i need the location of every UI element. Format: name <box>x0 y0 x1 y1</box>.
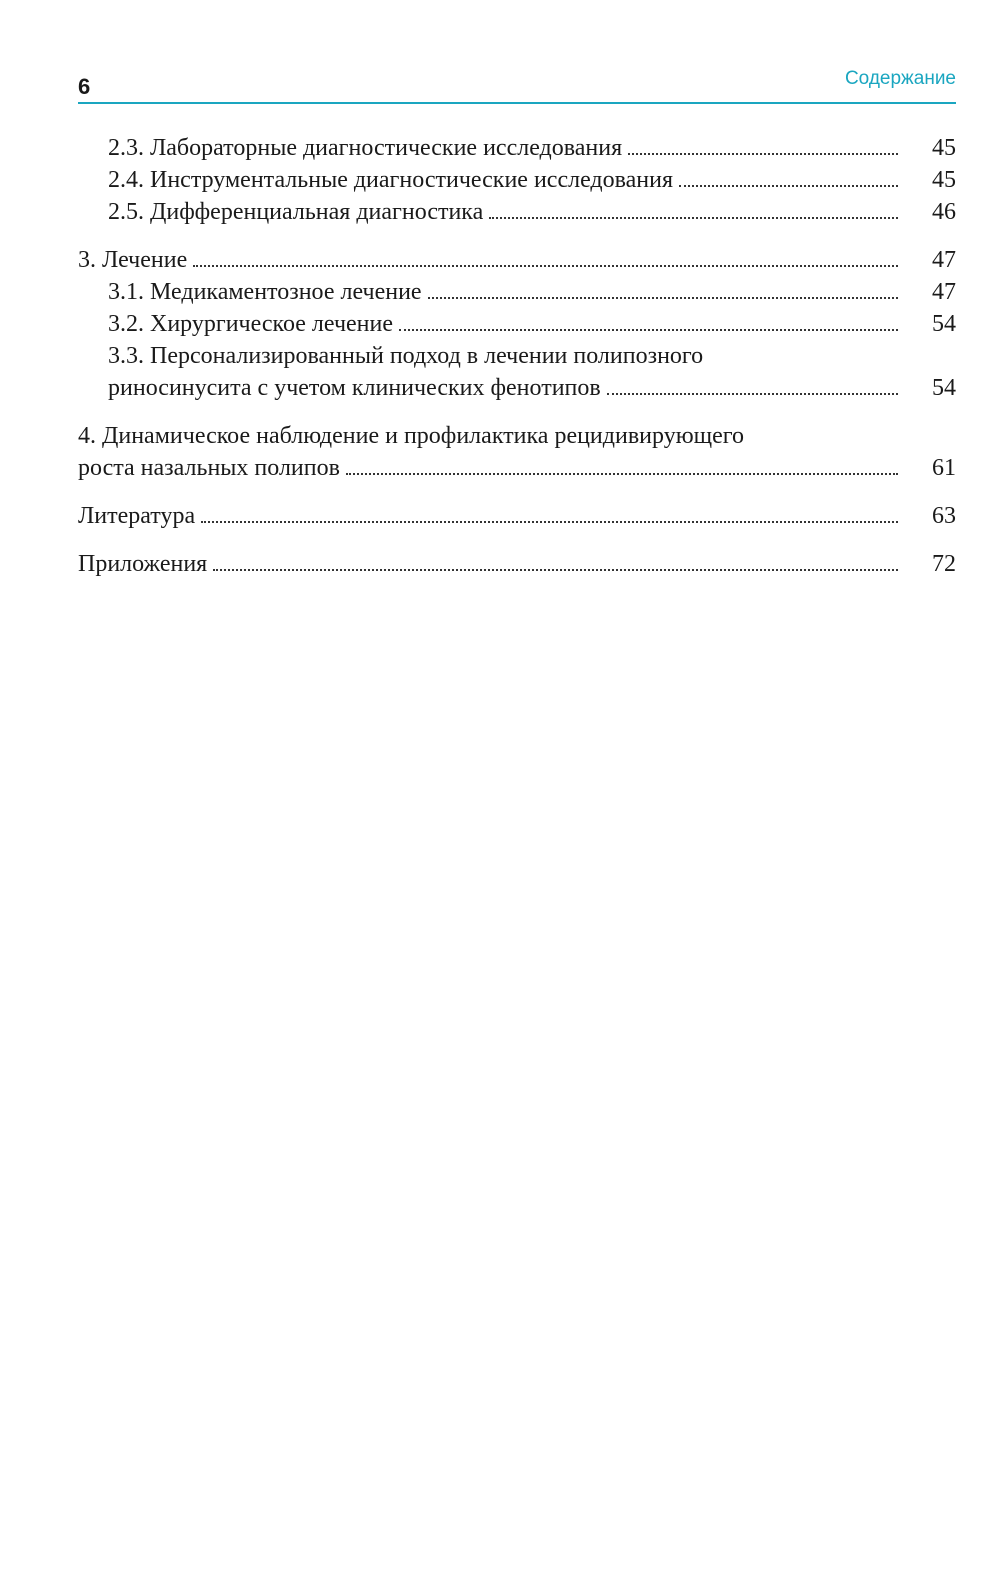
toc-dot-leader <box>489 217 898 219</box>
toc-dot-leader <box>399 329 898 331</box>
toc-dot-leader <box>201 521 898 523</box>
toc-entry-title: 3.1. Медикаментозное лечение <box>108 279 422 305</box>
toc-entry-page: 54 <box>932 311 956 337</box>
toc-entry-page: 46 <box>932 199 956 225</box>
toc-entry-title: 2.3. Лабораторные диагностические исследования <box>108 135 623 161</box>
toc-entry[interactable] <box>78 164 956 196</box>
toc-entry[interactable] <box>78 196 956 228</box>
toc-entry-page: 63 <box>932 503 956 529</box>
toc-entry-title-line: 3.3. Персонализированный подход в лечении полипозного <box>108 343 704 369</box>
toc-entry-title: 2.5. Дифференциальная диагностика <box>108 199 484 225</box>
toc-entry[interactable] <box>78 420 956 484</box>
toc-dot-leader <box>628 153 898 155</box>
toc-entry-title: 3. Лечение <box>78 247 188 273</box>
toc-entry[interactable] <box>78 500 956 532</box>
page-header <box>78 64 956 104</box>
toc-dot-leader <box>346 473 898 475</box>
running-head: Содержание <box>844 68 956 89</box>
toc-entry[interactable] <box>78 244 956 276</box>
toc-entry-page: 47 <box>932 247 956 273</box>
toc-entry[interactable] <box>78 308 956 340</box>
toc-entry-title: 3.2. Хирургическое лечение <box>108 311 393 337</box>
toc-entry-title: Приложения <box>78 551 208 577</box>
toc-entry[interactable] <box>78 276 956 308</box>
toc-entry-title: 2.4. Инструментальные диагностические исследования <box>108 167 674 193</box>
toc-entry-page: 45 <box>932 135 956 161</box>
toc-entry[interactable] <box>78 548 956 580</box>
toc-entry[interactable] <box>78 340 956 404</box>
toc-entry-title: риносинусита с учетом клинических фенотипов <box>108 375 601 401</box>
toc-entry-page: 72 <box>932 551 956 577</box>
toc-dot-leader <box>213 569 898 571</box>
toc-dot-leader <box>428 297 898 299</box>
toc-dot-leader <box>193 265 898 267</box>
toc-entry-page: 54 <box>932 375 956 401</box>
table-of-contents <box>78 132 956 580</box>
toc-entry-title-line: 4. Динамическое наблюдение и профилактика рецидивирующего <box>78 423 744 449</box>
toc-entry-page: 45 <box>932 167 956 193</box>
toc-dot-leader <box>607 393 898 395</box>
toc-entry-title: роста назальных полипов <box>78 455 340 481</box>
toc-entry-page: 61 <box>932 455 956 481</box>
toc-entry[interactable] <box>78 132 956 164</box>
toc-dot-leader <box>679 185 898 187</box>
toc-entry-page: 47 <box>932 279 956 305</box>
page-number: 6 <box>78 74 91 99</box>
toc-entry-title: Литература <box>78 503 196 529</box>
